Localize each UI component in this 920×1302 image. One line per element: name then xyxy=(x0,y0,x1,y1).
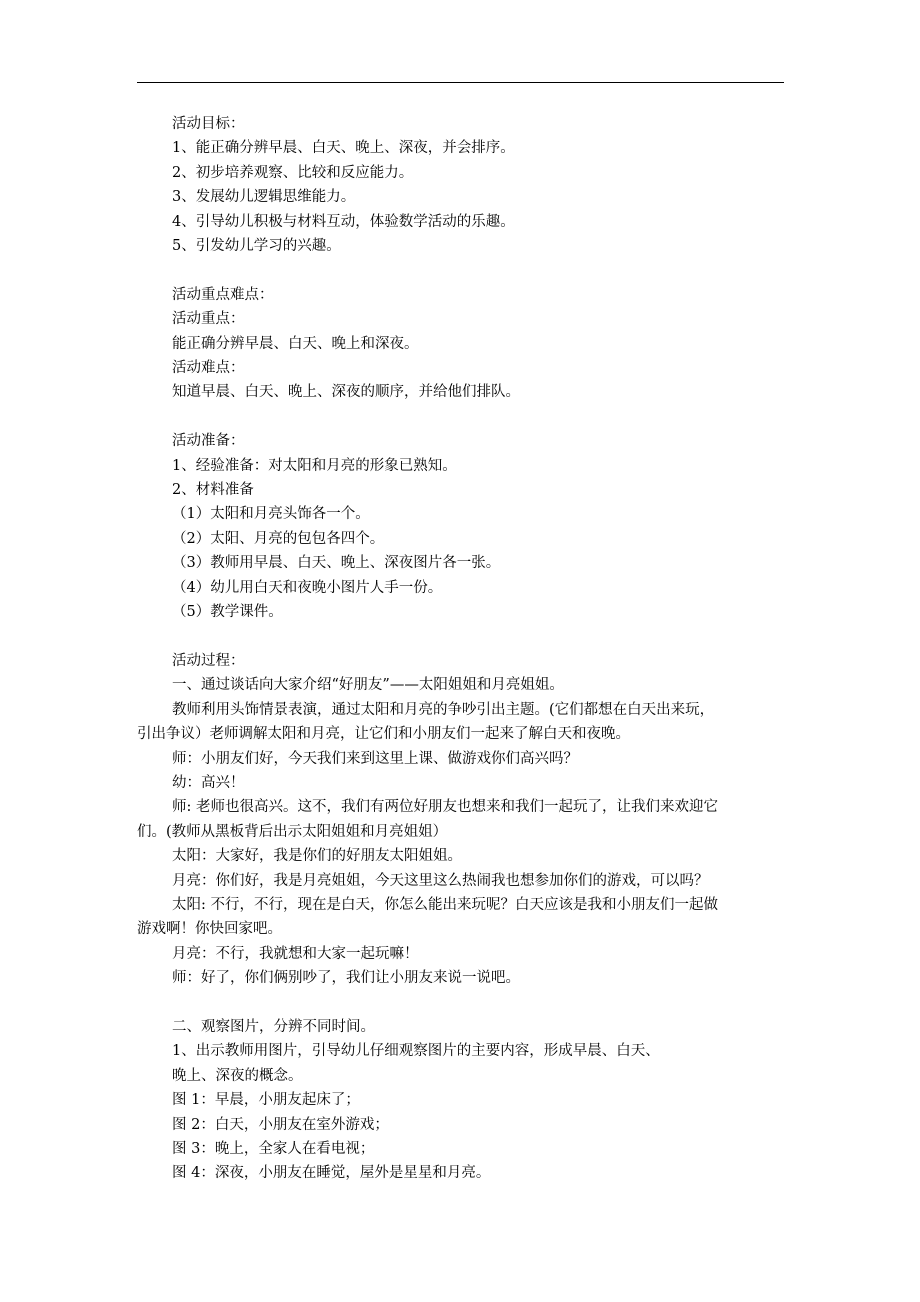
dialogue-line-part: 太阳: 不行，不行，现在是白天，你怎么能出来玩呢？白天应该是我和小朋友们一起做 xyxy=(172,896,718,913)
dialogue-line xyxy=(137,893,784,942)
dialogue-line: 月亮：不行，我就想和大家一起玩嘛！ xyxy=(172,945,419,962)
goal-item: 2、初步培养观察、比较和反应能力。 xyxy=(172,164,414,181)
section1-title: 一、通过谈话向大家介绍“好朋友”——太阳姐姐和月亮姐姐。 xyxy=(172,677,564,694)
material-item: （1）太阳和月亮头饰各一个。 xyxy=(172,506,370,523)
document-body xyxy=(137,112,784,1186)
goal-item: 5、引发幼儿学习的兴趣。 xyxy=(172,238,341,255)
material-item: （2）太阳、月亮的包包各四个。 xyxy=(172,530,385,547)
section2-title: 二、观察图片，分辨不同时间。 xyxy=(172,1018,375,1035)
key-text: 能正确分辨早晨、白天、晚上和深夜。 xyxy=(172,335,419,352)
experience-prep: 1、经验准备：对太阳和月亮的形象已熟知。 xyxy=(172,457,457,474)
key-points-heading: 活动重点难点： xyxy=(172,286,274,303)
dialogue-line: 师：好了，你们俩别吵了，我们让小朋友来说一说吧。 xyxy=(172,970,520,987)
section2-step1-line1: 1、出示教师用图片，引导幼儿仔细观察图片的主要内容，形成早晨、白天、 xyxy=(172,1043,660,1060)
header-rule xyxy=(137,82,784,83)
process-heading: 活动过程： xyxy=(172,652,245,669)
intro-line-1: 教师利用头饰情景表演，通过太阳和月亮的争吵引出主题。(它们都想在白天出来玩， xyxy=(172,701,715,718)
preparation-heading: 活动准备： xyxy=(172,433,245,450)
goals-heading: 活动目标： xyxy=(172,116,245,132)
dialogue-line xyxy=(137,795,784,844)
materials-label: 2、材料准备 xyxy=(172,482,254,499)
dialogue-line-part: 游戏啊！你快回家吧。 xyxy=(137,921,282,938)
picture-item: 图 2：白天，小朋友在室外游戏； xyxy=(172,1116,389,1133)
material-item: （3）教师用早晨、白天、晚上、深夜图片各一张。 xyxy=(172,555,501,572)
dialogue-line-part: 师: 老师也很高兴。这不，我们有两位好朋友也想来和我们一起玩了，让我们来欢迎它 xyxy=(172,799,718,816)
goal-item: 4、引导幼儿积极与材料互动，体验数学活动的乐趣。 xyxy=(172,213,515,230)
dialogue-line: 月亮：你们好，我是月亮姐姐，今天这里这么热闹我也想参加你们的游戏，可以吗？ xyxy=(172,872,709,889)
section2-step1-line2: 晚上、深夜的概念。 xyxy=(172,1067,303,1084)
dialogue-line: 太阳：大家好，我是你们的好朋友太阳姐姐。 xyxy=(172,848,462,865)
intro-line-2: 引出争议）老师调解太阳和月亮，让它们和小朋友们一起来了解白天和夜晚。 xyxy=(137,726,630,743)
material-item: （4）幼儿用白天和夜晚小图片人手一份。 xyxy=(172,579,443,596)
dialogue-line: 幼：高兴！ xyxy=(172,774,245,791)
key-label: 活动重点： xyxy=(172,311,245,328)
picture-item: 图 3：晚上，全家人在看电视； xyxy=(172,1141,375,1157)
goal-item: 3、发展幼儿逻辑思维能力。 xyxy=(172,189,356,206)
picture-item: 图 1：早晨，小朋友起床了； xyxy=(172,1092,360,1109)
intro-paragraph xyxy=(137,698,784,747)
dialogue-line-part: 们。(教师从黑板背后出示太阳姐姐和月亮姐姐） xyxy=(137,823,448,840)
difficulty-text: 知道早晨、白天、晚上、深夜的顺序，并给他们排队。 xyxy=(172,384,520,401)
difficulty-label: 活动难点： xyxy=(172,360,245,377)
goal-item: 1、能正确分辨早晨、白天、晚上、深夜，并会排序。 xyxy=(172,140,515,157)
material-item: （5）教学课件。 xyxy=(172,604,283,621)
dialogue-line: 师：小朋友们好，今天我们来到这里上课、做游戏你们高兴吗？ xyxy=(172,750,578,767)
picture-item: 图 4：深夜，小朋友在睡觉，屋外是星星和月亮。 xyxy=(172,1165,491,1182)
